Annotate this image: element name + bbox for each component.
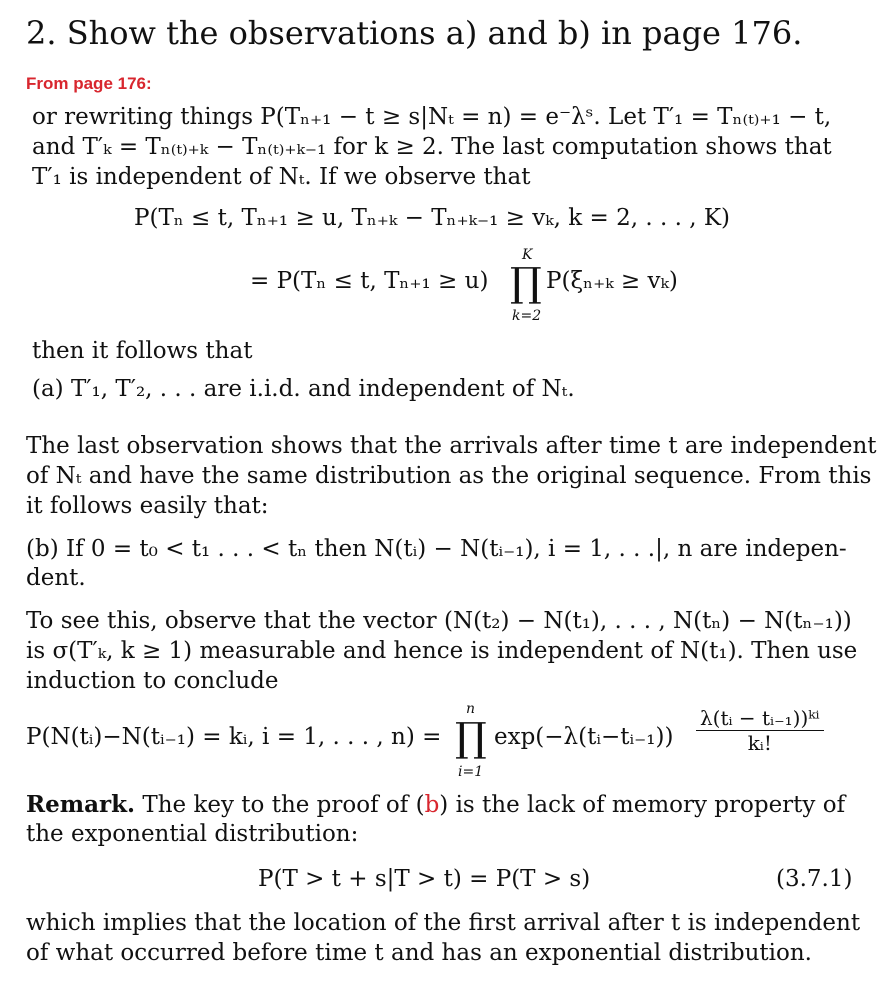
equation-3-middle: exp(−λ(tᵢ−tᵢ₋₁)) xyxy=(494,724,674,750)
remark-text-2: ) is the lack of memory property of xyxy=(439,792,846,818)
problem-title: 2. Show the observations a) and b) in page 176. xyxy=(26,14,803,52)
text-line-7: of Nₜ and have the same distribution as the original sequence. From this xyxy=(26,463,872,489)
fraction-denominator: kᵢ! xyxy=(747,731,772,755)
text-line-4: then it follows that xyxy=(32,338,253,364)
text-line-1: or rewriting things P(Tₙ₊₁ − t ≥ s|Nₜ = n) = e⁻λˢ. Let T′₁ = Tₙ₍ₜ₎₊₁ − t, xyxy=(32,104,832,130)
equation-4-tag: (3.7.1) xyxy=(776,866,853,892)
product-symbol-2: ∏ xyxy=(455,715,487,761)
remark-text-1: The key to the proof of ( xyxy=(135,792,425,818)
equation-2-lower-limit: k=2 xyxy=(512,308,542,324)
remark-b-ref: b xyxy=(424,792,440,818)
text-line-11: To see this, observe that the vector (N(t₂) − N(t₁), . . . , N(tₙ) − N(tₙ₋₁)) xyxy=(26,608,852,634)
equation-3-fraction xyxy=(696,706,824,755)
observation-a: (a) T′₁, T′₂, . . . are i.i.d. and independent of Nₜ. xyxy=(32,376,575,402)
observation-b: (b) If 0 = t₀ < t₁ . . . < tₙ then N(tᵢ) − N(tᵢ₋₁), i = 1, . . .|, n are indepen- xyxy=(26,536,847,562)
text-line-2: and T′ₖ = Tₙ₍ₜ₎₊ₖ − Tₙ₍ₜ₎₊ₖ₋₁ for k ≥ 2. The last computation shows that xyxy=(32,134,832,160)
text-line-16: which implies that the location of the first arrival after t is independent xyxy=(26,910,861,936)
text-line-15: the exponential distribution: xyxy=(26,821,359,847)
text-line-13: induction to conclude xyxy=(26,668,279,694)
equation-2-right: P(ξₙ₊ₖ ≥ vₖ) xyxy=(546,268,678,294)
text-line-3: T′₁ is independent of Nₜ. If we observe that xyxy=(32,164,531,190)
fraction-numerator: λ(tᵢ − tᵢ₋₁))ᵏⁱ xyxy=(696,706,824,731)
text-line-8: it follows easily that: xyxy=(26,493,269,519)
text-line-6: The last observation shows that the arrivals after time t are independent xyxy=(26,433,877,459)
text-line-12: is σ(T′ₖ, k ≥ 1) measurable and hence is independent of N(t₁). Then use xyxy=(26,638,858,664)
product-symbol: ∏ xyxy=(510,260,542,306)
text-line-10: dent. xyxy=(26,565,86,591)
equation-2-left: = P(Tₙ ≤ t, Tₙ₊₁ ≥ u) xyxy=(250,268,489,294)
text-line-17: of what occurred before time t and has an exponential distribution. xyxy=(26,940,812,966)
equation-1: P(Tₙ ≤ t, Tₙ₊₁ ≥ u, Tₙ₊ₖ − Tₙ₊ₖ₋₁ ≥ vₖ, k = 2, . . . , K) xyxy=(134,205,731,231)
equation-3-upper-limit: n xyxy=(466,701,476,717)
equation-3-lower-limit: i=1 xyxy=(458,764,484,780)
equation-3-left: P(N(tᵢ)−N(tᵢ₋₁) = kᵢ, i = 1, . . . , n) = xyxy=(26,724,442,750)
source-label: From page 176: xyxy=(26,74,152,93)
equation-2-upper-limit: K xyxy=(522,247,533,263)
remark-line xyxy=(26,791,845,818)
equation-4: P(T > t + s|T > t) = P(T > s) xyxy=(258,866,591,892)
remark-label: Remark. xyxy=(26,791,136,818)
